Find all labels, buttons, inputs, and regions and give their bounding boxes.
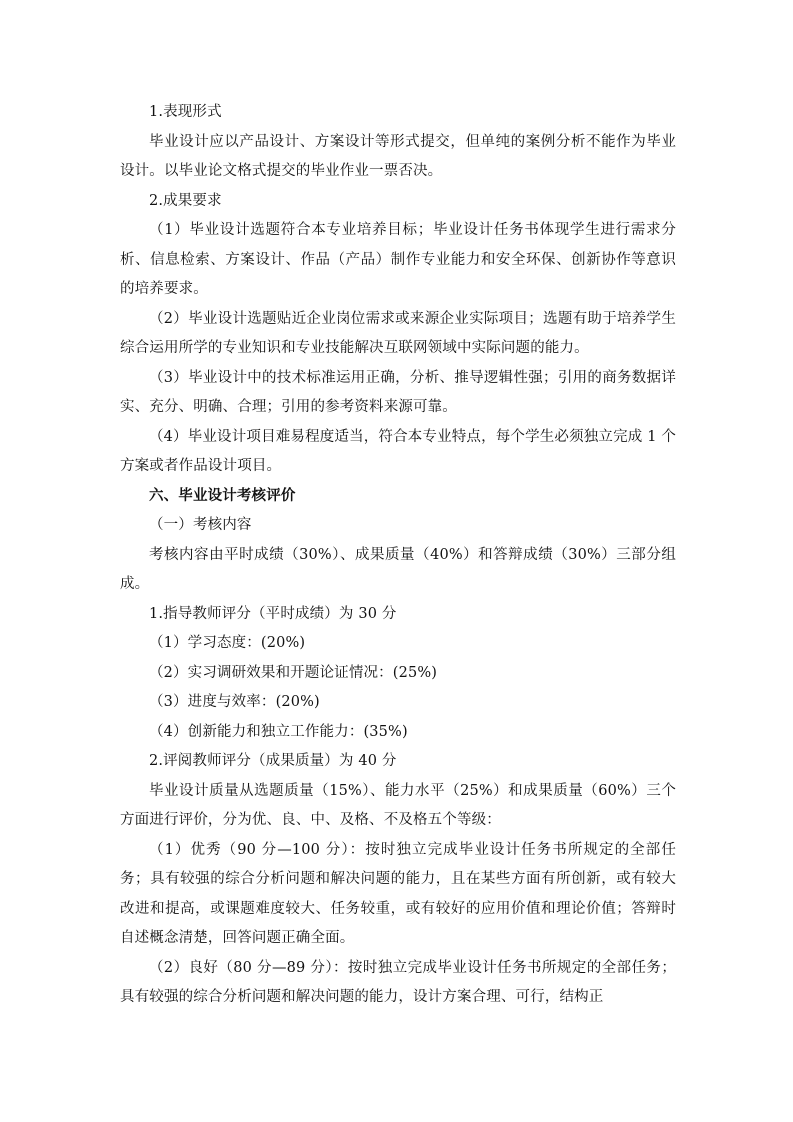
document-body [120, 98, 676, 1013]
requirement-item-4: （4）毕业设计项目难易程度适当，符合本专业特点，每个学生必须独立完成 1 个方案或者作品设计项目。 [120, 428, 676, 474]
subheading-advisor-score: 1.指导教师评分（平时成绩）为 30 分 [149, 605, 397, 622]
grade-excellent: （1）优秀（90 分—100 分）：按时独立完成毕业设计任务书所规定的全部任务；具有较强的综合分析问题和解决问题的能力，且在某些方面有所创新，或有较大改进和提高，或课题难度较大、任务较重，或有较好的应用价值和理论价值；答辩时自述概念清楚，回答问题正确全面。 [120, 841, 676, 946]
grade-good: （2）良好（80 分—89 分）：按时独立完成毕业设计任务书所规定的全部任务；具有较强的综合分析问题和解决问题的能力，设计方案合理、可行，结构正 [120, 959, 676, 1005]
subheading-reviewer-score: 2.评阅教师评分（成果质量）为 40 分 [149, 753, 397, 769]
advisor-item-3: （3）进度与效率：(20%) [149, 694, 320, 710]
paragraph-assessment-composition: 考核内容由平时成绩（30%）、成果质量（40%）和答辩成绩（30%）三部分组成。 [120, 546, 676, 592]
advisor-item-4: （4）创新能力和独立工作能力：(35%) [149, 723, 408, 740]
section-heading-assessment: 六、毕业设计考核评价 [149, 487, 296, 504]
advisor-item-1: （1）学习态度：(20%) [149, 635, 306, 651]
subheading-assessment-content: （一）考核内容 [149, 517, 252, 533]
subheading-result-requirements: 2.成果要求 [149, 192, 222, 209]
requirement-item-3: （3）毕业设计中的技术标准运用正确，分析、推导逻辑性强；引用的商务数据详实、充分、明确、合理；引用的参考资料来源可靠。 [120, 369, 676, 415]
requirement-item-2: （2）毕业设计选题贴近企业岗位需求或来源企业实际项目；选题有助于培养学生综合运用所学的专业知识和专业技能解决互联网领域中实际问题的能力。 [120, 310, 676, 356]
requirement-item-1: （1）毕业设计选题符合本专业培养目标；毕业设计任务书体现学生进行需求分析、信息检索、方案设计、作品（产品）制作专业能力和安全环保、创新协作等意识的培养要求。 [120, 222, 676, 297]
advisor-item-2: （2）实习调研效果和开题论证情况：(25%) [149, 664, 438, 681]
paragraph-presentation-form: 毕业设计应以产品设计、方案设计等形式提交，但单纯的案例分析不能作为毕业设计。以毕业论文格式提交的毕业作业一票否决。 [120, 133, 676, 179]
subheading-presentation-form: 1.表现形式 [149, 104, 222, 120]
paragraph-quality-evaluation: 毕业设计质量从选题质量（15%）、能力水平（25%）和成果质量（60%）三个方面进行评价，分为优、良、中、及格、不及格五个等级： [120, 782, 676, 828]
